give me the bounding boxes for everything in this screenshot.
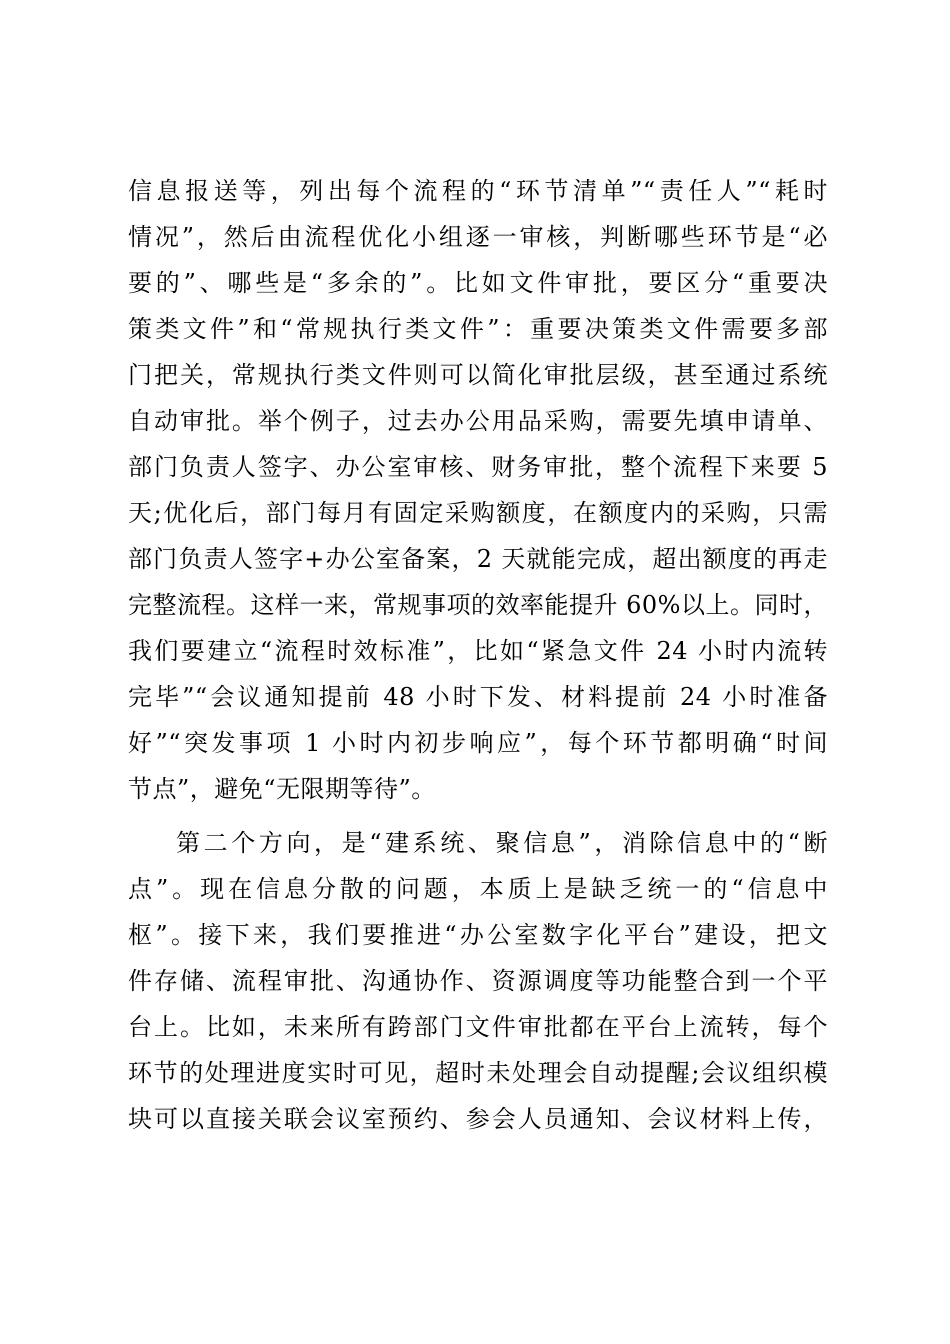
text-line: 台上。比如，未来所有跨部门文件审批都在平台上流转，每个	[128, 1013, 828, 1041]
text-line: 完毕”“会议通知提前 48 小时下发、材料提前 24 小时准备	[128, 683, 828, 711]
text-line: 自动审批。举个例子，过去办公用品采购，需要先填申请单、	[128, 407, 828, 435]
text-line: 我们要建立“流程时效标准”，比如“紧急文件 24 小时内流转	[128, 637, 828, 665]
text-line: 天;优化后，部门每月有固定采购额度，在额度内的采购，只需	[128, 499, 828, 527]
text-line: 部门负责人签字+办公室备案，2 天就能完成，超出额度的再走	[128, 545, 828, 573]
text-line: 情况”，然后由流程优化小组逐一审核，判断哪些环节是“必	[128, 223, 828, 251]
text-line: 环节的处理进度实时可见，超时未处理会自动提醒;会议组织模	[128, 1059, 828, 1087]
text-line: 要的”、哪些是“多余的”。比如文件审批，要区分“重要决	[128, 269, 828, 297]
text-line: 完整流程。这样一来，常规事项的效率能提升 60%以上。同时，	[128, 591, 828, 619]
text-line: 部门负责人签字、办公室审核、财务审批，整个流程下来要 5	[128, 453, 828, 481]
text-line: 门把关，常规执行类文件则可以简化审批层级，甚至通过系统	[128, 361, 828, 389]
text-line: 信息报送等，列出每个流程的“环节清单”“责任人”“耗时	[128, 177, 828, 205]
text-line: 策类文件”和“常规执行类文件”：重要决策类文件需要多部	[128, 315, 828, 343]
text-line: 枢”。接下来，我们要推进“办公室数字化平台”建设，把文	[128, 921, 828, 949]
text-line: 第二个方向，是“建系统、聚信息”，消除信息中的“断	[176, 829, 828, 857]
text-line: 好”“突发事项 1 小时内初步响应”，每个环节都明确“时间	[128, 729, 828, 757]
text-line: 块可以直接关联会议室预约、参会人员通知、会议材料上传，	[128, 1105, 828, 1133]
text-line: 件存储、流程审批、沟通协作、资源调度等功能整合到一个平	[128, 967, 828, 995]
text-line: 节点”，避免“无限期等待”。	[128, 775, 436, 803]
text-line: 点”。现在信息分散的问题，本质上是缺乏统一的“信息中	[128, 875, 828, 903]
